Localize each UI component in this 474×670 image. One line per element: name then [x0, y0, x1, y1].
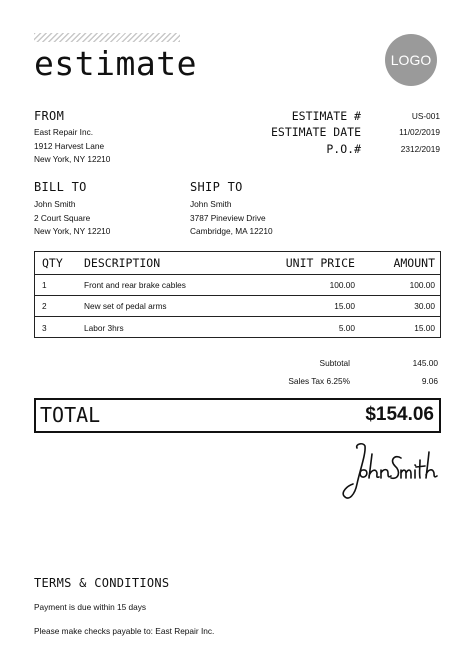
ship-to-address: [190, 198, 273, 239]
row-qty: 2: [42, 301, 47, 311]
table-header: [35, 252, 440, 275]
total-value: $154.06: [365, 404, 434, 425]
header-qty: QTY: [42, 256, 63, 270]
row-description: Labor 3hrs: [84, 322, 124, 333]
ship-to-name: John Smith: [190, 199, 232, 209]
ship-to-city: Cambridge, MA 12210: [190, 226, 273, 236]
tax-value: 9.06: [421, 376, 438, 386]
decorative-hatch: [34, 33, 180, 42]
estimate-date-value: 11/02/2019: [399, 127, 440, 137]
bill-to-city: New York, NY 12210: [34, 226, 111, 236]
document-title: estimate: [34, 44, 197, 83]
row-qty: 1: [42, 280, 47, 290]
row-amount: 100.00: [409, 280, 435, 290]
row-amount: 15.00: [414, 322, 435, 333]
terms-line-2: Please make checks payable to: East Repair Inc.: [34, 626, 215, 636]
estimate-number-value: US-001: [411, 111, 440, 121]
logo-placeholder: LOGO: [385, 34, 437, 86]
po-row: [240, 141, 440, 157]
row-unit-price: 15.00: [334, 301, 355, 311]
table-row: [35, 317, 440, 338]
table-row: [35, 296, 440, 317]
terms-line-1: Payment is due within 15 days: [34, 602, 147, 612]
row-qty: 3: [42, 322, 47, 333]
row-description: New set of pedal arms: [84, 301, 167, 311]
ship-to-street: 3787 Pineview Drive: [190, 212, 266, 223]
header-amount: AMOUNT: [393, 256, 435, 270]
bill-to-label: BILL TO: [34, 180, 87, 194]
header-description: DESCRIPTION: [84, 256, 161, 270]
from-address: [34, 126, 110, 167]
ship-to-label: SHIP TO: [190, 180, 243, 194]
terms-label: TERMS & CONDITIONS: [34, 576, 170, 590]
row-unit-price: 5.00: [338, 322, 355, 333]
estimate-number-label: ESTIMATE #: [291, 109, 361, 123]
subtotal-row: [260, 356, 438, 370]
tax-row: [260, 374, 438, 388]
estimate-date-row: [240, 124, 440, 140]
subtotal-value: 145.00: [412, 358, 438, 368]
from-city: New York, NY 12210: [34, 154, 111, 164]
row-description: Front and rear brake cables: [84, 280, 186, 290]
row-amount: 30.00: [414, 301, 435, 311]
bill-to-street: 2 Court Square: [34, 212, 91, 223]
estimate-date-label: ESTIMATE DATE: [270, 125, 361, 139]
from-name: East Repair Inc.: [34, 127, 94, 137]
from-street: 1912 Harvest Lane: [34, 140, 105, 151]
table-row: [35, 275, 440, 296]
po-value: 2312/2019: [400, 144, 440, 154]
tax-label: Sales Tax 6.25%: [288, 376, 350, 386]
items-table: [34, 251, 441, 338]
total-box: [34, 398, 441, 433]
signature: [335, 440, 443, 506]
bill-to-address: [34, 198, 110, 239]
header-unit-price: UNIT PRICE: [285, 256, 355, 270]
po-label: P.O.#: [326, 142, 361, 156]
bill-to-name: John Smith: [34, 199, 76, 209]
estimate-number-row: [240, 108, 440, 124]
total-label: TOTAL: [40, 403, 101, 427]
row-unit-price: 100.00: [329, 280, 355, 290]
subtotal-label: Subtotal: [319, 358, 350, 368]
from-label: FROM: [34, 109, 65, 123]
